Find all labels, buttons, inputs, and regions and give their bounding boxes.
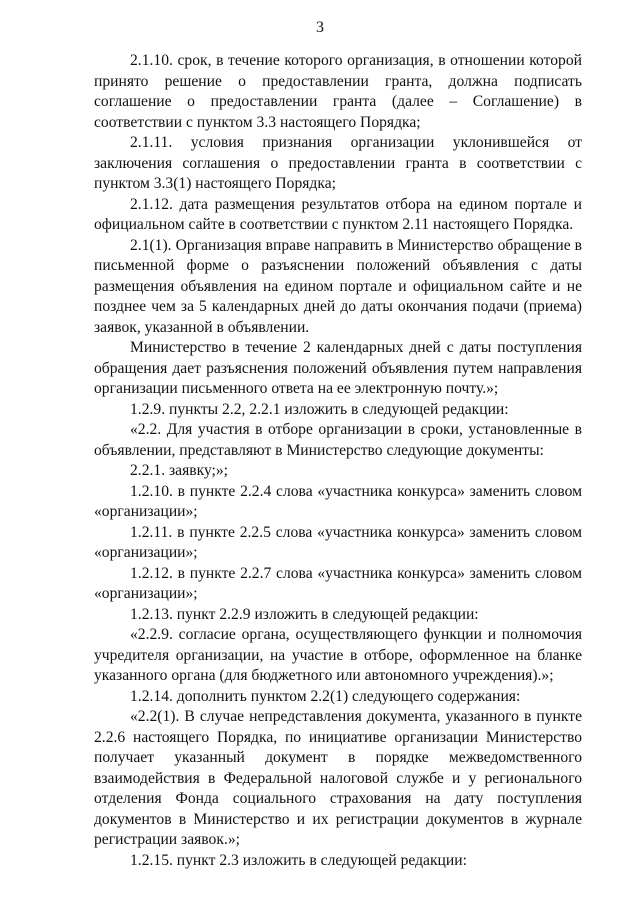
paragraph-1-2-9: 1.2.9. пункты 2.2, 2.2.1 изложить в следующей редакции:: [130, 400, 509, 418]
paragraph-ministry-response: Министерство в течение 2 календарных дней с даты поступления обращения дает разъяснения положений объявления путем направления организации письменного ответа на ее электронную почту.»;: [94, 339, 582, 397]
paragraph-2-2: «2.2. Для участия в отборе организации в сроки, установленные в объявлении, представляют в Министерство следующие документы:: [94, 421, 582, 459]
paragraph-2-2-9: «2.2.9. согласие органа, осуществляющего функции и полномочия учредителя организации, на участие в отборе, оформленное на бланке указанного органа (для бюджетного или автономного учреждения).»;: [94, 626, 582, 684]
paragraph-1-2-14: 1.2.14. дополнить пунктом 2.2(1) следующего содержания:: [130, 687, 521, 705]
paragraph-1-2-12: 1.2.12. в пункте 2.2.7 слова «участника конкурса» заменить словом «организации»;: [94, 564, 582, 602]
paragraph-2-1-12: 2.1.12. дата размещения результатов отбора на едином портале и официальном сайте в соответствии с пунктом 2.11 настоящего Порядка.: [94, 195, 582, 233]
paragraph-1-2-11: 1.2.11. в пункте 2.2.5 слова «участника конкурса» заменить словом «организации»;: [94, 523, 582, 561]
page-number: 3: [316, 19, 324, 36]
paragraph-2-1-11: 2.1.11. условия признания организации уклонившейся от заключения соглашения о предоставлении гранта в соответствии с пунктом 3.3(1) настоящего Порядка;: [94, 134, 582, 192]
paragraph-1-2-10: 1.2.10. в пункте 2.2.4 слова «участника конкурса» заменить словом «организации»;: [94, 482, 582, 520]
paragraph-2-2-1-supplement: «2.2(1). В случае непредставления документа, указанного в пункте 2.2.6 настоящего Порядка, по инициативе организации Министерство получает указанный документ в порядке межведомственного взаимодействия в Федеральной налоговой службе и у регионального отделения Фонда социального страхования на дату поступления документов в Министерство и их регистрации документов в журнале регистрации заявок.»;: [94, 708, 582, 848]
paragraph-1-2-15: 1.2.15. пункт 2.3 изложить в следующей редакции:: [130, 851, 467, 869]
paragraph-1-2-13: 1.2.13. пункт 2.2.9 изложить в следующей редакции:: [130, 605, 479, 623]
paragraph-2-1-1: 2.1(1). Организация вправе направить в Министерство обращение в письменной форме о разъяснении положений объявления с даты размещения объявления на едином портале и официальном сайте и не позднее чем за 5 календарных дней до даты окончания подачи (приема) заявок, указанной в объявлении.: [94, 236, 582, 336]
paragraph-2-2-1: 2.2.1. заявку;»;: [130, 462, 229, 479]
paragraph-2-1-10: 2.1.10. срок, в течение которого организация, в отношении которой принято решение о предоставлении гранта, должна подписать соглашение о предоставлении гранта (далее – Соглашение) в соответствии с пунктом 3.3 настоящего Порядка;: [94, 52, 582, 131]
document-body: [94, 51, 582, 871]
